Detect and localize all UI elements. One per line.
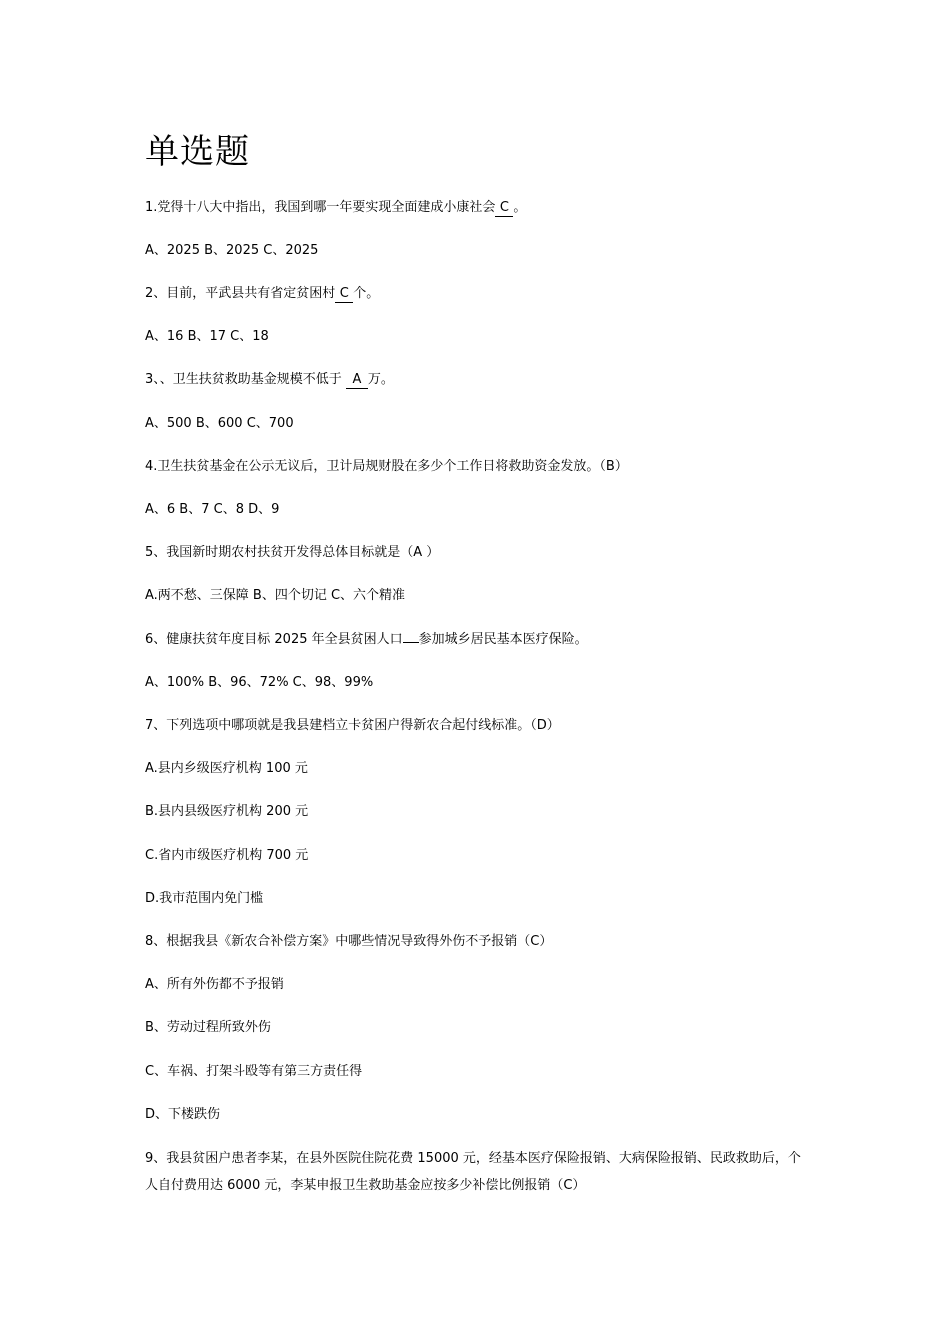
answer-blank-1: C xyxy=(495,200,513,217)
question-3-end: 万。 xyxy=(367,372,394,387)
options-1: A、2025 B、2025 C、2025 xyxy=(145,243,319,258)
question-1-text: 1.党得十八大中指出，我国到哪一年要实现全面建成小康社会 xyxy=(145,200,496,215)
option-8c: C、车祸、打架斗殴等有第三方责任得 xyxy=(145,1064,363,1079)
option-7a: A.县内乡级医疗机构 100 元 xyxy=(145,761,308,776)
question-2-end: 个。 xyxy=(353,286,380,301)
option-8a: A、所有外伤都不予报销 xyxy=(145,977,284,992)
option-7c: C.省内市级医疗机构 700 元 xyxy=(145,848,309,863)
question-3 xyxy=(145,370,394,390)
options-5: A.两不愁、三保障 B、四个切记 C、六个精准 xyxy=(145,588,406,603)
question-4: 4.卫生扶贫基金在公示无议后，卫计局规财股在多少个工作日将救助资金发放。（B） xyxy=(145,459,628,474)
question-8: 8、根据我县《新农合补偿方案》中哪些情况导致得外伤不予报销（C） xyxy=(145,934,553,949)
question-9: 9、我县贫困户患者李某，在县外医院住院花费 15000 元，经基本医疗保险报销、大病保险报销、民政救助后，个人自付费用达 6000 元，李某申报卫生救助基金应按多少补偿比例报销（C） xyxy=(145,1151,801,1193)
option-8b: B、劳动过程所致外伤 xyxy=(145,1020,271,1035)
question-2-text: 2、目前，平武县共有省定贫困村 xyxy=(145,286,336,301)
option-7d: D.我市范围内免门槛 xyxy=(145,891,264,906)
answer-blank-6 xyxy=(403,642,419,643)
question-5: 5、我国新时期农村扶贫开发得总体目标就是（A ） xyxy=(145,545,440,560)
options-6: A、100% B、96、72% C、98、99% xyxy=(145,675,374,690)
question-7: 7、下列选项中哪项就是我县建档立卡贫困户得新农合起付线标准。（D） xyxy=(145,718,560,733)
option-8d: D、下楼跌伤 xyxy=(145,1107,221,1122)
question-1 xyxy=(145,198,526,218)
question-6 xyxy=(145,630,588,650)
option-7b: B.县内县级医疗机构 200 元 xyxy=(145,804,309,819)
question-2 xyxy=(145,284,379,304)
question-6-text: 6、健康扶贫年度目标 2025 年全县贫困人口 xyxy=(145,632,403,647)
question-3-text: 3、、卫生扶贫救助基金规模不低于 xyxy=(145,372,346,387)
options-4: A、6 B、7 C、8 D、9 xyxy=(145,502,280,517)
question-1-end: 。 xyxy=(513,200,527,215)
options-3: A、500 B、600 C、700 xyxy=(145,416,294,431)
answer-blank-2: C xyxy=(335,286,353,303)
question-6-end: 参加城乡居民基本医疗保险。 xyxy=(418,632,588,647)
page-title: 单选题 xyxy=(145,132,250,172)
options-2: A、16 B、17 C、18 xyxy=(145,329,269,344)
answer-blank-3: A xyxy=(346,372,368,389)
